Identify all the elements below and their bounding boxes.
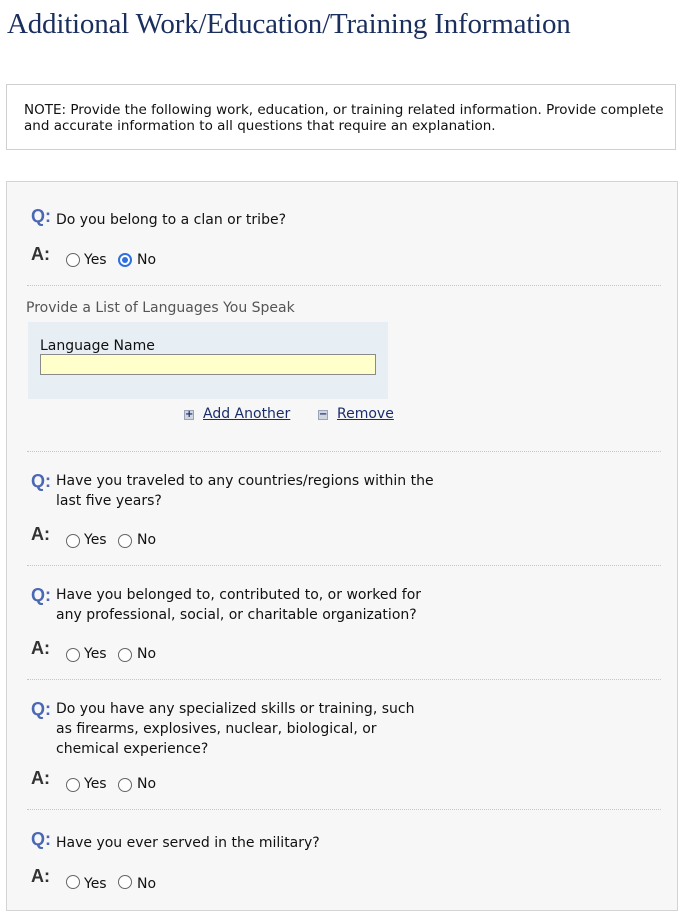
divider [27, 285, 661, 286]
skills-yes-radio[interactable] [66, 778, 80, 792]
skills-no-radio[interactable] [118, 778, 132, 792]
q-marker: Q: [31, 829, 51, 849]
clan-question: Do you belong to a clan or tribe? [56, 212, 286, 228]
clan-no-label[interactable]: No [137, 252, 157, 268]
questions-panel [6, 181, 678, 911]
military-no-label[interactable]: No [137, 876, 157, 892]
clan-yes-label[interactable]: Yes [84, 252, 107, 268]
skills-no-label[interactable]: No [137, 776, 157, 792]
divider [27, 679, 661, 680]
language-name-input[interactable] [40, 354, 376, 375]
military-no-radio[interactable] [118, 875, 132, 889]
skills-yes-label[interactable]: Yes [84, 776, 107, 792]
divider [27, 809, 661, 810]
page-title: Additional Work/Education/Training Information [7, 8, 571, 40]
a-marker: A: [31, 768, 50, 788]
language-name-label: Language Name [40, 338, 155, 354]
travel-yes-label[interactable]: Yes [84, 532, 107, 548]
q-marker: Q: [31, 585, 51, 605]
clan-no-radio[interactable] [118, 253, 132, 267]
travel-no-radio[interactable] [118, 534, 132, 548]
organization-no-label[interactable]: No [137, 646, 157, 662]
skills-question: Do you have any specialized skills or training, such as firearms, explosives, nuclear, biological, or chemical experience? [56, 701, 415, 757]
organization-yes-radio[interactable] [66, 648, 80, 662]
a-marker: A: [31, 638, 50, 658]
add-another-link[interactable]: Add Another [203, 406, 291, 422]
travel-question: Have you traveled to any countries/regions within the last five years? [56, 473, 434, 509]
organization-yes-label[interactable]: Yes [84, 646, 107, 662]
divider [27, 451, 661, 452]
military-yes-radio[interactable] [66, 875, 80, 889]
languages-section-label: Provide a List of Languages You Speak [26, 300, 295, 316]
remove-icon[interactable]: − [319, 409, 328, 420]
q-marker: Q: [31, 206, 51, 226]
clan-yes-radio[interactable] [66, 253, 80, 267]
q-marker: Q: [31, 471, 51, 491]
divider [27, 565, 661, 566]
add-icon[interactable]: + [185, 409, 194, 420]
remove-link[interactable]: Remove [337, 406, 394, 422]
language-entry-box [28, 322, 388, 399]
note-text: NOTE: Provide the following work, education, or training related information. Provide complete and accurate information to all questions that require an explanation. [24, 102, 664, 134]
organization-no-radio[interactable] [118, 648, 132, 662]
military-yes-label[interactable]: Yes [84, 876, 107, 892]
note-box [6, 84, 676, 150]
a-marker: A: [31, 244, 50, 264]
military-question: Have you ever served in the military? [56, 835, 320, 851]
a-marker: A: [31, 524, 50, 544]
travel-yes-radio[interactable] [66, 534, 80, 548]
q-marker: Q: [31, 699, 51, 719]
travel-no-label[interactable]: No [137, 532, 157, 548]
organization-question: Have you belonged to, contributed to, or worked for any professional, social, or charitable organization? [56, 587, 422, 623]
a-marker: A: [31, 866, 50, 886]
